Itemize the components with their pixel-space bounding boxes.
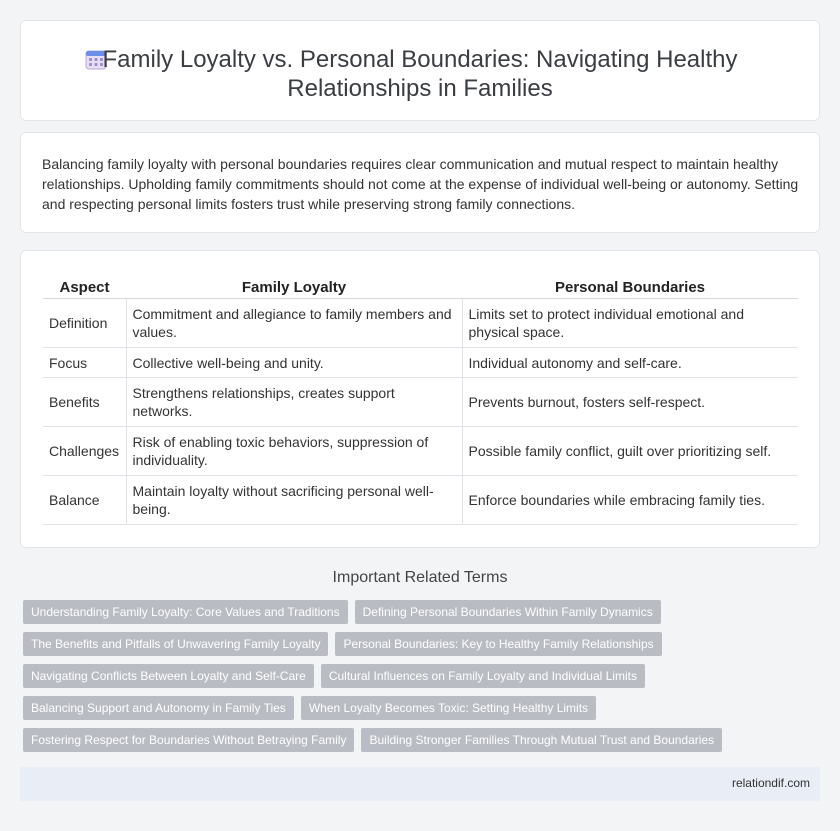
personal-boundaries-cell: Limits set to protect individual emotional and physical space.: [462, 299, 798, 348]
tag-row: [23, 664, 823, 688]
related-term-tag[interactable]: Cultural Influences on Family Loyalty and Individual Limits: [321, 664, 645, 688]
intro-paragraph: Balancing family loyalty with personal boundaries requires clear communication and mutual respect to maintain healthy relationships. Upholding family commitments should not come at the expense of individual well-being or autonomy. Setting and respecting personal limits fosters trust while preserving strong family connections.: [42, 156, 799, 212]
related-term-tag[interactable]: Building Stronger Families Through Mutual Trust and Boundaries: [361, 728, 722, 752]
tag-row: [23, 728, 823, 752]
aspect-cell: Focus: [43, 348, 126, 378]
family-loyalty-cell: Risk of enabling toxic behaviors, suppression of individuality.: [126, 427, 462, 476]
personal-boundaries-cell: Prevents burnout, fosters self-respect.: [462, 378, 798, 427]
related-term-tag[interactable]: The Benefits and Pitfalls of Unwavering Family Loyalty: [23, 632, 328, 656]
aspect-cell: Balance: [43, 476, 126, 525]
footer-site-link[interactable]: relationdif.com: [731, 776, 810, 790]
header-card: [20, 20, 820, 121]
table-row: [43, 378, 798, 427]
related-terms-list: [23, 600, 823, 760]
aspect-cell: Challenges: [43, 427, 126, 476]
table-row: [43, 299, 798, 348]
comparison-table: [43, 275, 798, 525]
related-term-tag[interactable]: Navigating Conflicts Between Loyalty and Self-Care: [23, 664, 314, 688]
related-term-tag[interactable]: Defining Personal Boundaries Within Family Dynamics: [355, 600, 661, 624]
table-row: [43, 348, 798, 378]
aspect-cell: Definition: [43, 299, 126, 348]
personal-boundaries-cell: Enforce boundaries while embracing family ties.: [462, 476, 798, 525]
page-title: Family Loyalty vs. Personal Boundaries: Navigating Healthy Relationships in Families: [102, 46, 738, 102]
table-header-row: [43, 275, 798, 299]
tag-row: [23, 696, 823, 720]
footer: [20, 767, 820, 801]
personal-boundaries-cell: Individual autonomy and self-care.: [462, 348, 798, 378]
header-aspect: Aspect: [43, 275, 126, 299]
aspect-cell: Benefits: [43, 378, 126, 427]
tag-row: [23, 600, 823, 624]
family-loyalty-cell: Commitment and allegiance to family members and values.: [126, 299, 462, 348]
family-loyalty-cell: Strengthens relationships, creates support networks.: [126, 378, 462, 427]
comparison-table-card: [20, 250, 820, 548]
related-term-tag[interactable]: Fostering Respect for Boundaries Without Betraying Family: [23, 728, 354, 752]
family-loyalty-cell: Maintain loyalty without sacrificing personal well-being.: [126, 476, 462, 525]
header-personal-boundaries: Personal Boundaries: [462, 275, 798, 299]
related-term-tag[interactable]: Understanding Family Loyalty: Core Values and Traditions: [23, 600, 348, 624]
table-row: [43, 476, 798, 525]
personal-boundaries-cell: Possible family conflict, guilt over prioritizing self.: [462, 427, 798, 476]
table-row: [43, 427, 798, 476]
related-term-tag[interactable]: When Loyalty Becomes Toxic: Setting Healthy Limits: [301, 696, 596, 720]
tag-row: [23, 632, 823, 656]
family-loyalty-cell: Collective well-being and unity.: [126, 348, 462, 378]
header-family-loyalty: Family Loyalty: [126, 275, 462, 299]
related-terms-title: Important Related Terms: [332, 569, 508, 586]
related-term-tag[interactable]: Personal Boundaries: Key to Healthy Family Relationships: [335, 632, 661, 656]
related-term-tag[interactable]: Balancing Support and Autonomy in Family Ties: [23, 696, 294, 720]
intro-card: [20, 132, 820, 233]
